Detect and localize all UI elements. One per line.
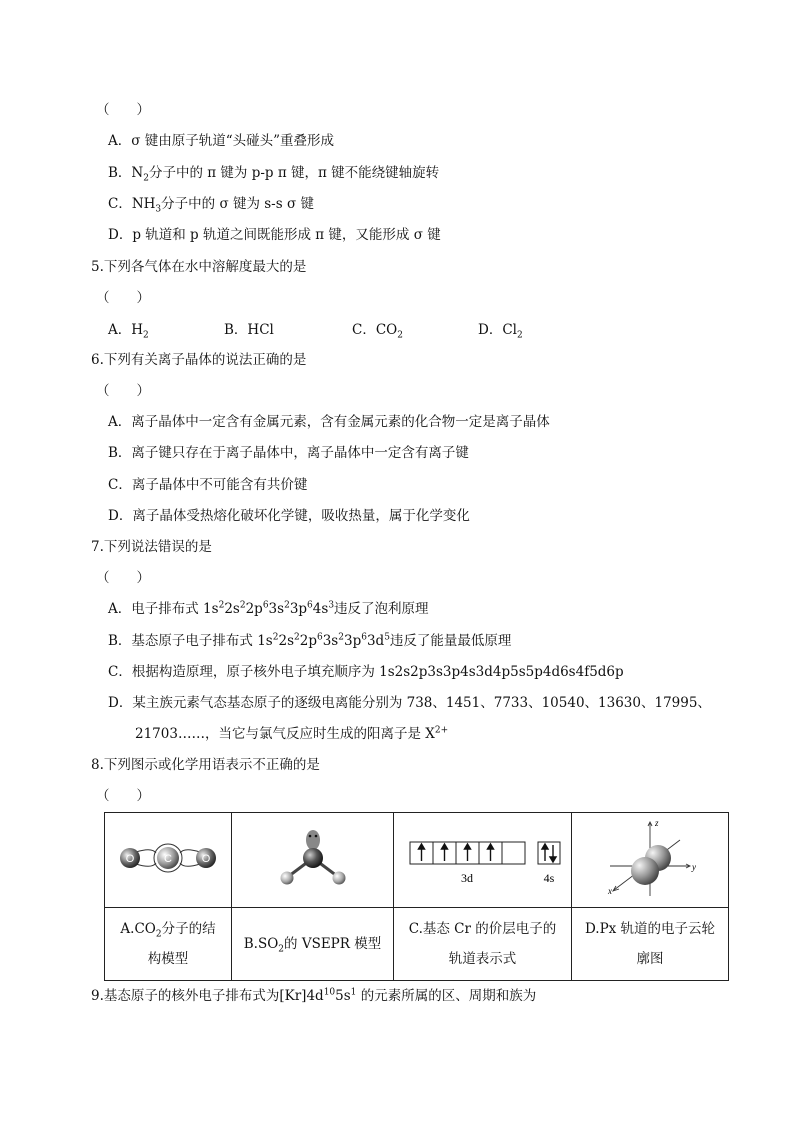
- svg-text:z: z: [655, 818, 659, 828]
- q7-paren: （ ）: [96, 570, 150, 586]
- svg-text:3d: 3d: [460, 871, 473, 885]
- q8-stem: 8.下列图示或化学用语表示不正确的是: [91, 757, 320, 773]
- q4-paren: （ ）: [96, 102, 150, 118]
- px-orbital-contour: [600, 818, 700, 898]
- caption-c: C.基态 Cr 的价层电子的 轨道表示式: [394, 908, 572, 981]
- caption-a: $A.CO_2$分子的结 构模型: [105, 908, 232, 981]
- q5-option-b: B．HCl: [224, 322, 274, 338]
- q5-paren: （ ）: [96, 290, 150, 306]
- q9-stem: 9.基态原子的核外电子排布式为$[Kr]4d^{10}5s^1$ 的元素所属的区、周期和族为: [91, 987, 537, 1004]
- svg-text:O: O: [125, 853, 135, 865]
- co2-model-cell: [105, 813, 232, 908]
- px-orbital-cell: [572, 813, 729, 908]
- q5-option-d: D．$Cl_2$: [478, 322, 523, 341]
- q5-option-a: A．$H_2$: [108, 322, 149, 341]
- q4-option-d: D．p 轨道和 p 轨道之间既能形成 π 键，又能形成 σ 键: [108, 227, 441, 243]
- q7-b-config: $1s^22s^22p^63s^23p^63d^5$: [257, 632, 390, 649]
- q6-option-d: D．离子晶体受热熔化破坏化学键，吸收热量，属于化学变化: [108, 508, 470, 524]
- cr-orbital-diagram: [402, 828, 564, 888]
- orbital-lobe-front: [631, 857, 659, 885]
- q6-stem: 6.下列有关离子晶体的说法正确的是: [91, 352, 307, 368]
- caption-b: $B.SO_2$的 VSEPR 模型: [232, 908, 394, 981]
- so2-vsepr-model: [273, 818, 353, 898]
- q6-option-b: B．离子键只存在于离子晶体中，离子晶体中一定含有离子键: [108, 445, 469, 461]
- q4-option-c: C．$NH_3$分子中的 σ 键为 s-s σ 键: [108, 196, 314, 215]
- caption-d: D.Px 轨道的电子云轮 廓图: [572, 908, 729, 981]
- q5-option-c: C．$CO_2$: [352, 322, 403, 341]
- q7-option-d-line1: D．某主族元素气态基态原子的逐级电离能分别为 738、1451、7733、10540、13630、17995、: [108, 695, 711, 711]
- lone-pair-lobe: [306, 830, 320, 850]
- svg-text:y: y: [692, 862, 696, 872]
- q7-a-config: $1s^22s^22p^63s^23p^64s^3$: [203, 600, 335, 617]
- q6-option-a: A．离子晶体中一定含有金属元素，含有金属元素的化合物一定是离子晶体: [108, 414, 550, 430]
- q7-option-d-line2: 21703……，当它与氯气反应时生成的阳离子是 $X^{2+}$: [135, 725, 449, 742]
- q5-stem: 5.下列各气体在水中溶解度最大的是: [91, 259, 307, 275]
- cr-orbital-diagram-cell: [394, 813, 572, 908]
- svg-text:x: x: [608, 886, 612, 896]
- q7-option-c: C．根据构造原理，原子核外电子填充顺序为 1s2s2p3s3p4s3d4p5s5p4d6s4f5d6p: [108, 664, 624, 680]
- q7-option-a: A．电子排布式 $1s^22s^22p^63s^23p^64s^3$违反了泡利原理: [108, 600, 429, 617]
- oxygen-atom-right: [332, 872, 345, 885]
- so2-vsepr-cell: [232, 813, 394, 908]
- q8-figure-table: [104, 812, 729, 981]
- svg-text:4s: 4s: [543, 871, 554, 885]
- oxygen-atom-left: [280, 872, 293, 885]
- svg-text:C: C: [164, 853, 172, 865]
- sulfur-atom: [303, 848, 323, 868]
- q4-option-b: B．$N_2$分子中的 π 键为 p-p π 键，π 键不能绕键轴旋转: [108, 165, 440, 184]
- q7-stem: 7.下列说法错误的是: [91, 539, 212, 555]
- q8-paren: （ ）: [96, 788, 150, 804]
- q4-option-a: A．σ 键由原子轨道“头碰头”重叠形成: [108, 133, 335, 149]
- svg-text:O: O: [201, 853, 211, 865]
- 4s-orbital-box: [538, 842, 560, 864]
- q6-paren: （ ）: [96, 383, 150, 399]
- co2-ball-stick-model: [113, 838, 223, 878]
- q6-option-c: C．离子晶体中不可能含有共价键: [108, 477, 308, 493]
- q7-option-b: B．基态原子电子排布式 $1s^22s^22p^63s^23p^63d^5$违反了能量最低原理: [108, 632, 512, 649]
